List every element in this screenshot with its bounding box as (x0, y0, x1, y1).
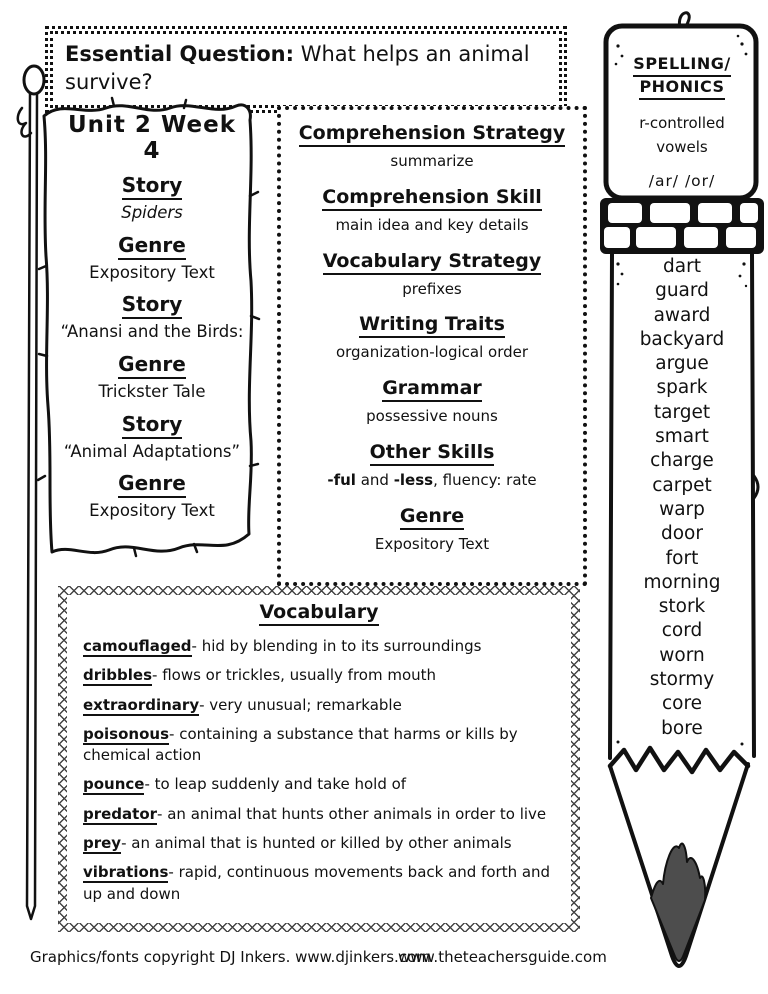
spelling-word: core (661, 693, 703, 715)
spelling-word: carpet (652, 474, 712, 496)
spelling-phonics-title: SPELLING/ PHONICS (612, 54, 752, 100)
pencil-sharpen-zigzag (610, 748, 748, 772)
skills-section-heading: Comprehension Skill (287, 186, 577, 211)
vocabulary-entry: prey- an animal that is hunted or killed by other animals (83, 834, 512, 853)
spelling-word: backyard (639, 328, 725, 350)
spelling-phonics-panel (612, 54, 752, 190)
spelling-word-list (612, 255, 752, 741)
unit-title: Unit 2 Week 4 (68, 112, 236, 164)
skills-section-detail: main idea and key details (335, 215, 529, 234)
skills-section (287, 313, 577, 362)
skills-section-detail: -ful and -less, fluency: rate (327, 470, 537, 489)
skills-section-heading: Writing Traits (287, 313, 577, 338)
skills-section (287, 250, 577, 299)
essential-question-label: Essential Question: (65, 42, 295, 66)
vocabulary-word: camouflaged (83, 637, 192, 655)
flagpole-knob (24, 66, 44, 94)
vocabulary-entry: camouflaged- hid by blending in to its surroundings (83, 637, 482, 655)
spelling-subtitle: r-controlled vowels (639, 113, 725, 156)
skills-section-detail: organization-logical order (335, 343, 529, 362)
flagpole (27, 94, 37, 919)
spelling-word: worn (659, 644, 705, 666)
vocabulary-definition: an animal that hunts other animals in order to live (162, 804, 547, 823)
spelling-word: door (661, 523, 703, 545)
skills-section-heading: Vocabulary Strategy (287, 250, 577, 275)
footer-credit-left: Graphics/fonts copyright DJ Inkers. www.djinkers.com (30, 948, 431, 966)
vocabulary-definition: rapid, continuous movements back and forth and up and down (83, 863, 551, 903)
spelling-word: spark (656, 377, 708, 399)
skills-panel (277, 106, 587, 586)
spelling-word: bore (661, 717, 703, 739)
spelling-word: warp (659, 498, 705, 520)
vocabulary-entry: dribbles- flows or trickles, usually from mouth (83, 666, 437, 685)
vocabulary-definition: to leap suddenly and take hold of (149, 775, 407, 794)
phonemes-label: /ar/ /or/ (648, 171, 716, 190)
spelling-word: stork (658, 596, 706, 618)
flag-item-value: Expository Text (89, 501, 215, 521)
unit-panel (56, 112, 248, 522)
flag-item-heading: Story (56, 173, 248, 200)
spelling-word: guard (655, 280, 709, 302)
skills-section-detail: possessive nouns (366, 407, 498, 425)
skills-section-heading: Genre (287, 505, 577, 530)
spelling-word: stormy (649, 669, 715, 691)
spelling-word: fort (665, 547, 699, 569)
skills-section-detail: summarize (390, 152, 474, 170)
spelling-word: cord (661, 620, 703, 642)
vocabulary-entry: pounce- to leap suddenly and take hold of (83, 775, 407, 794)
spelling-word: smart (655, 426, 709, 448)
vocabulary-definition: an animal that is hunted or killed by other animals (126, 834, 512, 853)
flag-item-value: Spiders (121, 203, 183, 222)
vocabulary-entry: vibrations- rapid, continuous movements back and forth and up and down (83, 863, 551, 903)
vocabulary-definition: containing a substance that harms or kills by chemical action (83, 724, 518, 765)
flag-item-value: “Animal Adaptations” (63, 441, 241, 461)
flag-item-heading: Genre (56, 471, 248, 498)
vocabulary-word: vibrations (83, 863, 169, 882)
spelling-word: target (653, 401, 711, 423)
vocabulary-title: Vocabulary (83, 601, 555, 626)
vocabulary-entry: predator- an animal that hunts other animals in order to live (83, 804, 547, 823)
vocabulary-entry: extraordinary- very unusual; remarkable (83, 695, 402, 714)
essential-question-value: What helps an animal survive? (65, 42, 530, 95)
skills-section-heading: Other Skills (287, 441, 577, 466)
vocabulary-word: pounce (83, 775, 145, 794)
skills-section (287, 186, 577, 235)
flag-item-heading: Story (56, 292, 248, 319)
vocabulary-entry-list (83, 636, 555, 905)
skills-section (287, 505, 577, 554)
flag-item-heading: Genre (56, 233, 248, 260)
skills-section-heading: Grammar (287, 377, 577, 402)
vocabulary-panel (58, 586, 580, 932)
flag-item-heading: Story (56, 412, 248, 439)
skills-section (287, 441, 577, 490)
flag-item-value: Trickster Tale (98, 381, 206, 401)
flag-item-value: “Anansi and the Birds: (60, 322, 244, 342)
vocabulary-word: predator (83, 804, 158, 823)
vocabulary-definition: flows or trickles, usually from mouth (157, 666, 437, 685)
vocabulary-entry: poisonous- containing a substance that harms or kills by chemical action (83, 724, 518, 765)
footer-credit-right: www.theteachersguide.com (398, 948, 607, 966)
skills-section-list (287, 122, 577, 553)
pencil-graphite-tip (651, 844, 705, 961)
vocabulary-word: dribbles (83, 666, 152, 685)
vocabulary-panel-inner (67, 595, 571, 923)
spelling-word: dart (663, 256, 701, 277)
spelling-word: morning (643, 571, 721, 593)
spelling-word: award (653, 304, 711, 326)
vocabulary-word: prey (83, 834, 122, 853)
flag-item-value: Expository Text (89, 262, 215, 282)
vocabulary-word: extraordinary (83, 695, 200, 714)
skills-section-detail: Expository Text (374, 534, 490, 553)
flag-item-heading: Genre (56, 352, 248, 379)
flag-item-list (56, 173, 248, 522)
vocabulary-word: poisonous (83, 724, 170, 743)
spelling-word: argue (655, 353, 709, 375)
skills-section-heading: Comprehension Strategy (287, 122, 577, 147)
vocabulary-definition: very unusual; remarkable (204, 695, 402, 714)
skills-section (287, 377, 577, 426)
vocabulary-definition: hid by blending in to its surroundings (196, 637, 482, 655)
skills-section-detail: prefixes (402, 279, 462, 298)
skills-section (287, 122, 577, 171)
spelling-word: charge (650, 450, 714, 472)
